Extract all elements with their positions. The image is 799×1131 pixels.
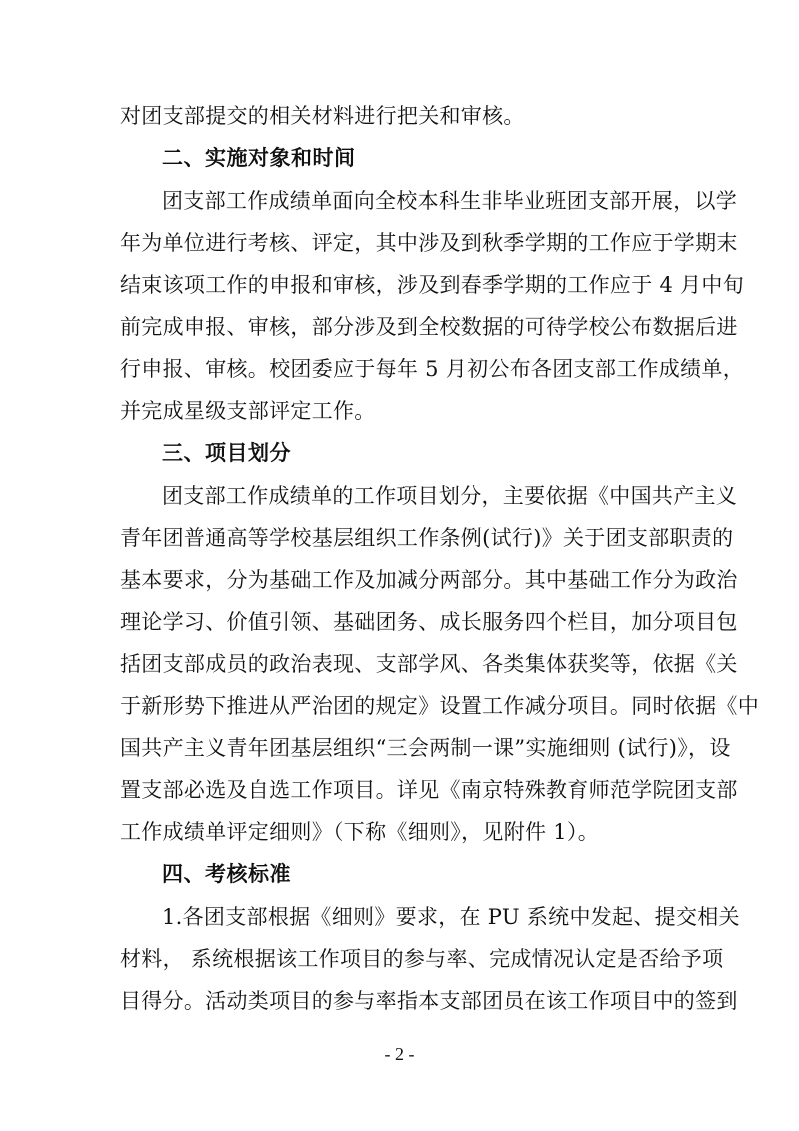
body-line: 对团支部提交的相关材料进行把关和审核。 [120,104,525,128]
body-line: 前完成申报、审核，部分涉及到全校数据的可待学校公布数据后进 [120,315,738,339]
body-line: 理论学习、价值引领、基础团务、成长服务四个栏目，加分项目包 [120,610,738,634]
body-line: 国共产主义青年团基层组织“三会两制一课”实施细则 (试行)》，设 [120,736,731,760]
body-line: 并完成星级支部评定工作。 [120,399,376,423]
body-line: 材料， 系统根据该工作项目的参与率、完成情况认定是否给予项 [120,947,724,971]
body-line: 工作成绩单评定细则》（下称《细则》，见附件 1）。 [120,820,600,844]
section-heading-2: 二、实施对象和时间 [162,146,356,170]
body-line: 团支部工作成绩单面向全校本科生非毕业班团支部开展，以学 [162,189,738,213]
section-heading-4: 四、考核标准 [162,862,291,886]
body-line: 目得分。活动类项目的参与率指本支部团员在该工作项目中的签到 [120,989,738,1013]
body-line: 置支部必选及自选工作项目。详见《南京特殊教育师范学院团支部 [120,778,738,802]
body-line: 1.各团支部根据《细则》要求，在 PU 系统中发起、提交相关 [162,905,740,929]
body-line: 于新形势下推进从严治团的规定》设置工作减分项目。同时依据《中 [120,694,759,718]
body-line: 结束该项工作的申报和审核，涉及到春季学期的工作应于 4 月中旬 [120,273,745,297]
section-heading-3: 三、项目划分 [162,441,291,465]
body-line: 团支部工作成绩单的工作项目划分，主要依据《中国共产主义 [162,484,738,508]
page-number: - 2 - [384,1044,415,1064]
body-line: 括团支部成员的政治表现、支部学风、各类集体获奖等，依据《关 [120,652,738,676]
body-line: 基本要求，分为基础工作及加减分两部分。其中基础工作分为政治 [120,568,738,592]
body-line: 年为单位进行考核、评定，其中涉及到秋季学期的工作应于学期末 [120,231,738,255]
body-line: 行申报、审核。校团委应于每年 5 月初公布各团支部工作成绩单， [120,357,745,381]
body-line: 青年团普通高等学校基层组织工作条例(试行)》关于团支部职责的 [120,526,734,550]
